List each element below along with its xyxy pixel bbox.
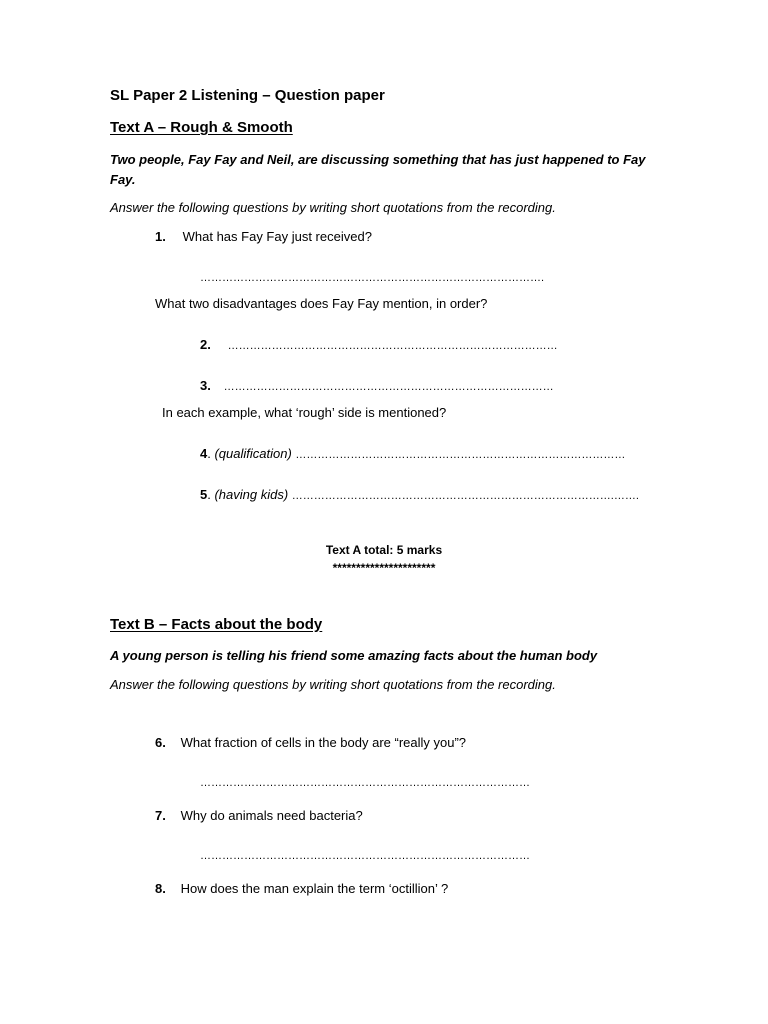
question-7-text: Why do animals need bacteria? xyxy=(180,808,363,823)
question-1-number: 1. xyxy=(155,229,166,244)
question-6-text: What fraction of cells in the body are “really you”? xyxy=(180,735,467,750)
question-7-number: 7. xyxy=(155,808,166,823)
answer-line-3[interactable]: ……………………………………………………………………………… xyxy=(223,381,554,393)
question-4-cue: (qualification) xyxy=(214,446,292,461)
question-7 xyxy=(155,808,363,824)
text-b-intro: A young person is telling his friend some amazing facts about the human body xyxy=(110,648,598,663)
question-5: 5. (having kids) …………………………………………………………………………….……. xyxy=(200,487,639,502)
text-a-total: Text A total: 5 marks xyxy=(325,543,443,557)
section-separator: ********************** xyxy=(332,561,436,575)
answer-line-5[interactable]: …………………………………………………………………………….……. xyxy=(291,490,639,502)
question-5-number: 5 xyxy=(200,487,208,502)
sub-question-rough: In each example, what ‘rough’ side is mentioned? xyxy=(162,405,447,420)
question-1 xyxy=(155,229,372,245)
question-6 xyxy=(155,735,466,751)
question-4-number: 4 xyxy=(200,446,208,461)
answer-line-1[interactable]: …………………………………………………………………………………. xyxy=(200,272,545,284)
question-3 xyxy=(200,378,554,395)
question-5-cue: (having kids) xyxy=(214,487,289,502)
question-8-number: 8. xyxy=(155,881,166,896)
question-3-number: 3. xyxy=(200,378,211,393)
answer-line-6[interactable]: ……………………………………………………………………………… xyxy=(200,777,530,789)
text-a-instruction: Answer the following questions by writing short quotations from the recording. xyxy=(110,200,556,215)
answer-line-4[interactable]: ……………………………………………………………………………… xyxy=(295,449,626,461)
answer-line-2[interactable]: ……………………………………………………………………………… xyxy=(227,340,558,352)
document-title: SL Paper 2 Listening – Question paper xyxy=(110,87,385,104)
question-8-text: How does the man explain the term ‘octillion’ ? xyxy=(180,881,449,896)
question-6-number: 6. xyxy=(155,735,166,750)
question-1-text: What has Fay Fay just received? xyxy=(182,229,372,244)
answer-line-7[interactable]: ……………………………………………………………………………… xyxy=(200,850,530,862)
question-4: 4. (qualification) ……………………………………………………………………………… xyxy=(200,446,626,461)
text-b-instruction: Answer the following questions by writing short quotations from the recording. xyxy=(110,677,556,692)
question-8 xyxy=(155,881,448,897)
question-2-number: 2. xyxy=(200,337,211,352)
sub-question-disadvantages: What two disadvantages does Fay Fay mention, in order? xyxy=(155,296,488,311)
question-2 xyxy=(200,337,558,354)
text-a-heading: Text A – Rough & Smooth xyxy=(110,119,293,136)
text-b-heading: Text B – Facts about the body xyxy=(110,616,323,633)
text-a-intro: Two people, Fay Fay and Neil, are discussing something that has just happened to Fay Fay. xyxy=(110,152,646,187)
